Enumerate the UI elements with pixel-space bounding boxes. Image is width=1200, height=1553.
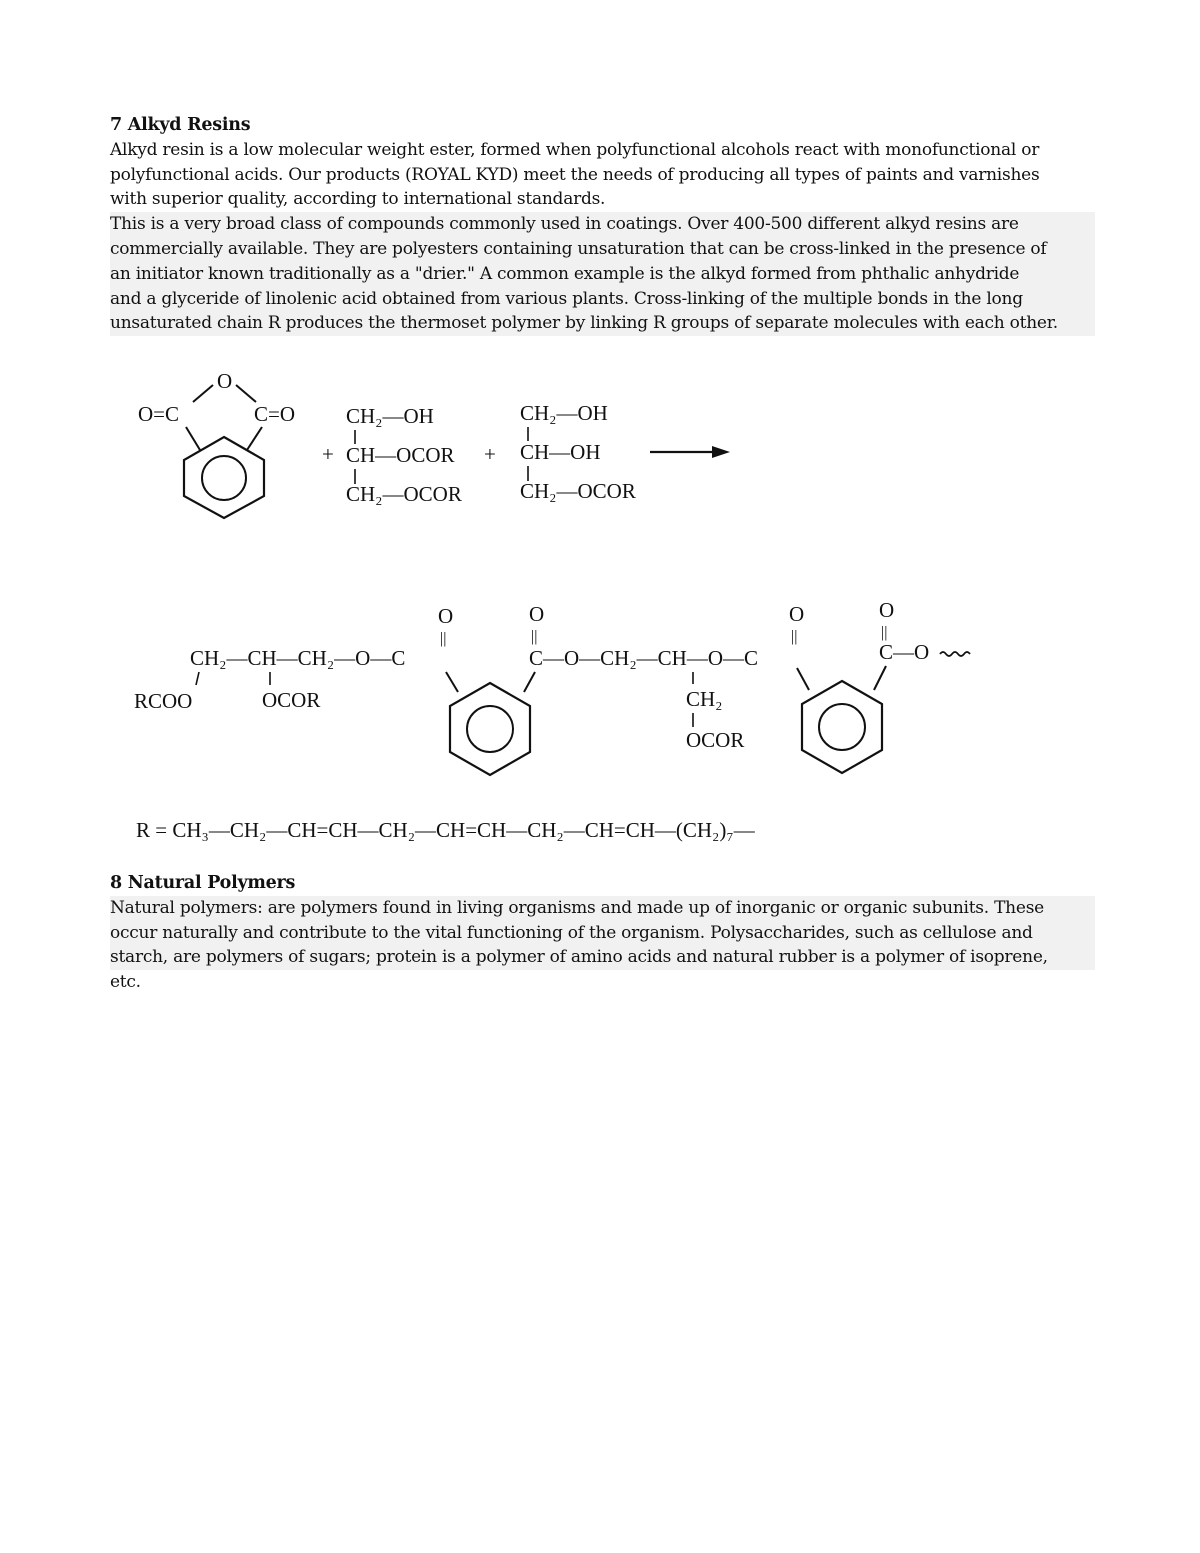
double-bond: ||	[791, 628, 798, 645]
product-chain-middle: C—O—CH₂—CH—O—C	[529, 646, 759, 670]
paragraph-line: This is a very broad class of compounds commonly used in coatings. Over 400-500 different alkyd resins are	[110, 212, 1095, 237]
paragraph-line: an initiator known traditionally as a "drier." A common example is the alkyd formed from phthalic anhydride	[110, 262, 1095, 287]
paragraph-line: etc.	[110, 972, 141, 993]
carbonyl-oxygen: O	[529, 602, 545, 626]
paragraph-line: with superior quality, according to international standards.	[110, 189, 606, 210]
anhydride-right-carbonyl: C=O	[254, 402, 296, 426]
carbonyl-oxygen: O	[789, 602, 805, 626]
aromatic-circle	[467, 706, 513, 752]
ocor-group: OCOR	[686, 728, 745, 752]
reactant2-row1: CH₂—OH	[346, 404, 434, 428]
anhydride-left-carbonyl: O=C	[138, 402, 180, 426]
plus-sign: +	[322, 442, 334, 466]
carbonyl-oxygen: O	[438, 604, 454, 628]
reactant2-row2: CH—OCOR	[346, 443, 455, 467]
benzene-ring	[184, 437, 264, 518]
paragraph-line: and a glyceride of linolenic acid obtained from various plants. Cross-linking of the multiple bonds in the long	[110, 287, 1095, 312]
diglyceride-reactant	[322, 404, 462, 506]
product-chain-left: CH₂—CH—CH₂—O—C	[190, 646, 406, 670]
benzene-ring	[802, 681, 882, 773]
reactant3-row2: CH—OH	[520, 440, 601, 464]
benzene-ring	[450, 683, 530, 775]
paragraph-line: occur naturally and contribute to the vital functioning of the organism. Polysaccharides, such as cellulose and	[110, 921, 1095, 946]
ch2-group: CH₂	[686, 687, 723, 711]
paragraph-line: starch, are polymers of sugars; protein is a polymer of amino acids and natural rubber is a polymer of isoprene,	[110, 945, 1095, 970]
reaction-arrow-icon	[650, 446, 730, 458]
monoglyceride-reactant	[484, 401, 636, 503]
paragraph-line: Alkyd resin is a low molecular weight ester, formed when polyfunctional alcohols react with monofunctional or	[110, 139, 1040, 160]
paragraph-line: unsaturated chain R produces the thermoset polymer by linking R groups of separate molecules with each other.	[110, 311, 1095, 336]
plus-sign: +	[484, 442, 496, 466]
paragraph-line: Natural polymers: are polymers found in living organisms and made up of inorganic or organic subunits. These	[110, 896, 1095, 921]
wavy-continuation	[940, 652, 970, 656]
section-natural-polymers	[110, 871, 1095, 995]
product-chain-right: C—O	[879, 640, 930, 664]
double-bond: ||	[881, 624, 888, 641]
aromatic-circle	[819, 704, 865, 750]
carbonyl-oxygen: O	[879, 598, 895, 622]
section-heading: 7 Alkyd Resins	[110, 115, 251, 135]
alkyd-polymer-product	[134, 598, 970, 775]
anhydride-ring-oxygen: O	[217, 369, 233, 393]
reactant3-row1: CH₂—OH	[520, 401, 608, 425]
reactant2-row3: CH₂—OCOR	[346, 482, 462, 506]
paragraph-line: commercially available. They are polyesters containing unsaturation that can be cross-linked in the presence of	[110, 237, 1095, 262]
reactant3-row3: CH₂—OCOR	[520, 479, 636, 503]
phthalic-anhydride	[138, 369, 295, 518]
paragraph-line: polyfunctional acids. Our products (ROYAL KYD) meet the needs of producing all types of paints and varnishes	[110, 164, 1040, 185]
double-bond: ||	[531, 628, 538, 645]
rcoo-group: RCOO	[134, 689, 193, 713]
double-bond: ||	[440, 630, 447, 647]
ocor-group: OCOR	[262, 688, 321, 712]
section-heading: 8 Natural Polymers	[110, 873, 296, 893]
r-group-definition: R = CH₃—CH₂—CH=CH—CH₂—CH=CH—CH₂—CH=CH—(CH₂)₇—	[136, 818, 755, 842]
aromatic-circle	[202, 456, 246, 500]
